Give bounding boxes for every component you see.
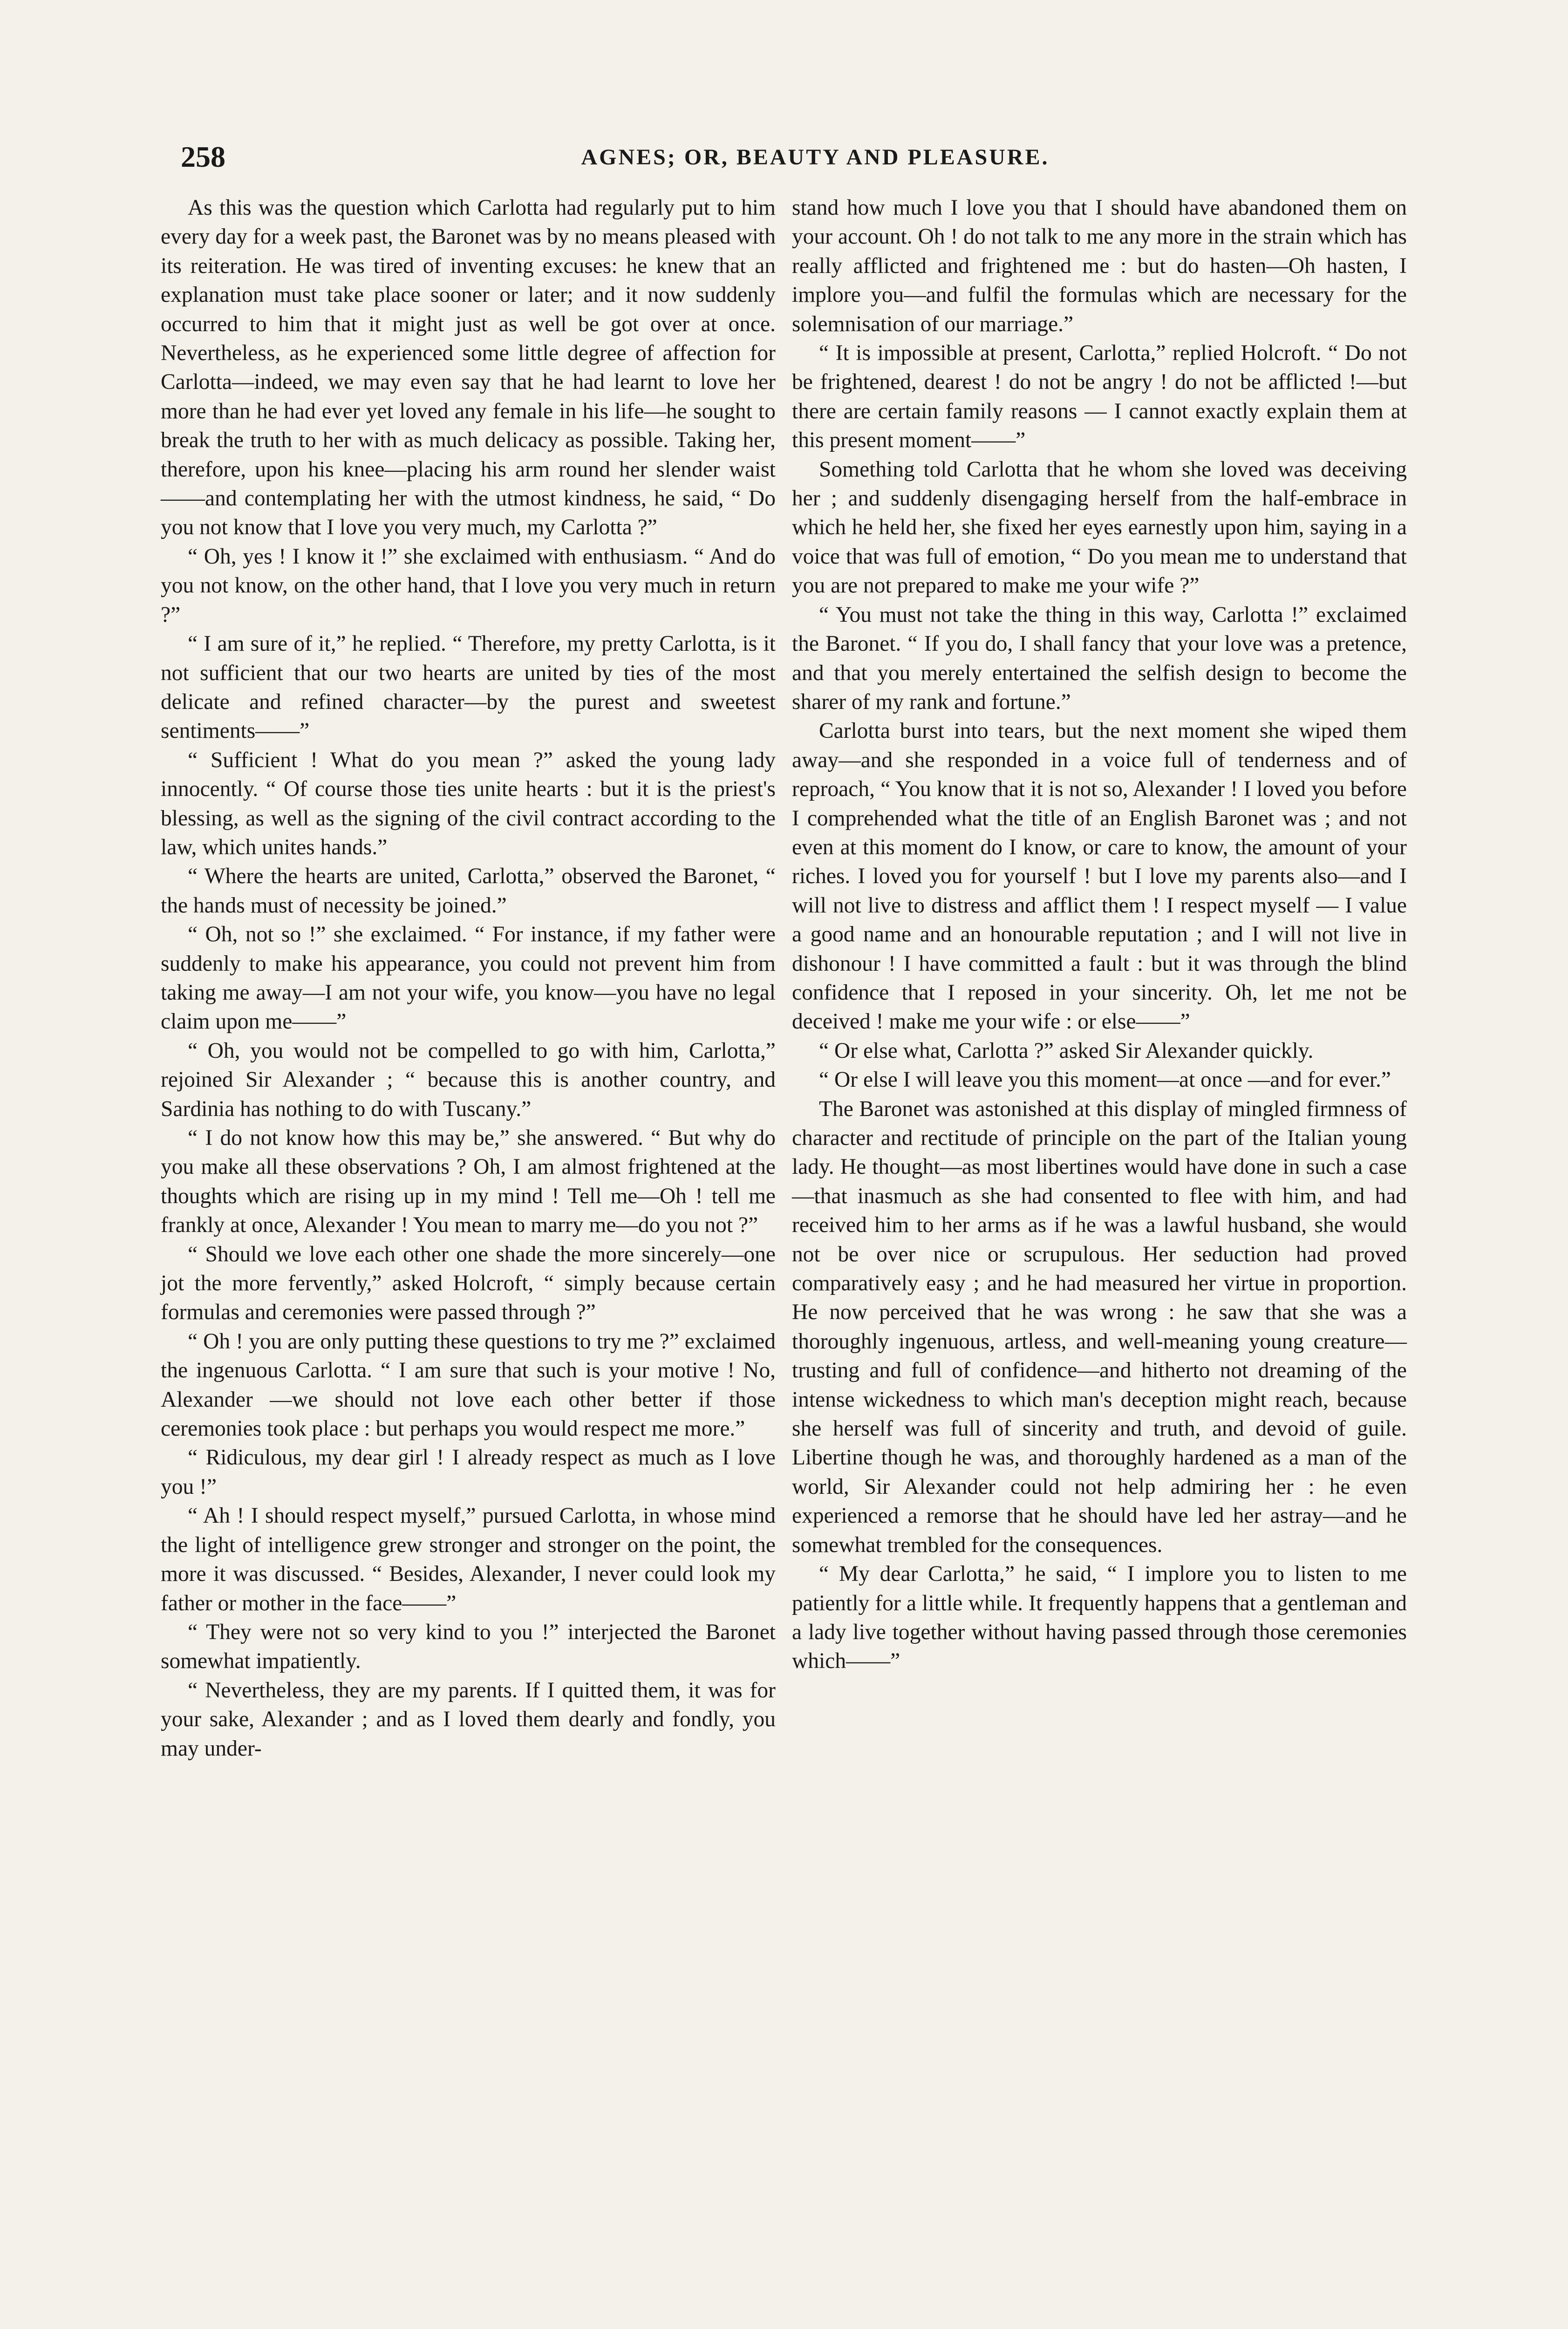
running-title: AGNES; OR, BEAUTY AND PLEASURE. — [581, 145, 1050, 170]
paragraph: “ I am sure of it,” he replied. “ Therefore, my pretty Carlotta, is it not sufficient that our two hearts are united by ties of the most delicate and refined character—by the purest and sweetest sentiments——” — [161, 632, 776, 743]
paragraph: “ You must not take the thing in this way, Carlotta !” exclaimed the Baronet. “ If you do, I shall fancy that your love was a pretence, and that you merely entertained the selfish design to become the sharer of my rank and fortune.” — [792, 602, 1407, 714]
left-column — [161, 193, 776, 1763]
paragraph: “ Where the hearts are united, Carlotta,” observed the Baronet, “ the hands must of necessity be joined.” — [161, 864, 776, 918]
paragraph: Something told Carlotta that he whom she loved was deceiving her ; and suddenly disengaging herself from the half-embrace in which he held her, she fixed her eyes earnestly upon him, saying in a voice that was full of emotion, “ Do you mean me to understand that you are not prepared to make me your wife ?” — [792, 457, 1407, 598]
paragraph: “ Or else what, Carlotta ?” asked Sir Alexander quickly. — [819, 1038, 1314, 1063]
paragraph: “ Nevertheless, they are my parents. If I quitted them, it was for your sake, Alexander ; and as I loved them dearly and fondly, you may under- — [161, 1678, 776, 1761]
paragraph: “ Oh ! you are only putting these questions to try me ?” exclaimed the ingenuous Carlotta. “ I am sure that such is your motive ! No, Alexander —we should not love each other better if those ceremonies took place : but perhaps you would respect me more.” — [161, 1329, 776, 1441]
paragraph: “ Or else I will leave you this moment—at once —and for ever.” — [819, 1068, 1391, 1092]
paragraph: “ I do not know how this may be,” she answered. “ But why do you make all these observations ? Oh, I am almost frightened at the thoughts which are rising up in my mind ! Tell me—Oh ! tell me frankly at once, Alexander ! You mean to marry me—do you not ?” — [161, 1126, 776, 1238]
paragraph: “ Oh, you would not be compelled to go with him, Carlotta,” rejoined Sir Alexander ; “ because this is another country, and Sardinia has nothing to do with Tuscany.” — [161, 1038, 776, 1121]
paragraph: Carlotta burst into tears, but the next moment she wiped them away—and she responded in a voice full of tenderness and of reproach, “ You know that it is not so, Alexander ! I loved you before I comprehended what the title of an English Baronet was ; and not even at this moment do I know, or care to know, the amount of your riches. I loved you for yourself ! but I love my parents also—and I will not live to distress and afflict them ! I respect myself — I value a good name and an honourable reputation ; and I will not live in dishonour ! I have committed a fault : but it was through the blind confidence that I reposed in your sincerity. Oh, let me not be deceived ! make me your wife : or else——” — [792, 719, 1407, 1034]
paragraph: “ They were not so very kind to you !” interjected the Baronet somewhat impatiently. — [161, 1620, 776, 1674]
paragraph: “ My dear Carlotta,” he said, “ I implore you to listen to me patiently for a little while. It frequently happens that a gentleman and a lady live together without having passed through those ceremonies which——” — [792, 1562, 1407, 1674]
paragraph: “ Oh, yes ! I know it !” she exclaimed with enthusiasm. “ And do you not know, on the other hand, that I love you very much in return ?” — [161, 544, 776, 627]
paragraph: “ Sufficient ! What do you mean ?” asked the young lady innocently. “ Of course those ties unite hearts : but it is the priest's blessing, as well as the signing of the civil contract according to the law, which unites hands.” — [161, 748, 776, 859]
paragraph: The Baronet was astonished at this display of mingled firmness of character and rectitude of principle on the part of the Italian young lady. He thought—as most libertines would have done in such a case—that inasmuch as she had consented to flee with him, and had received him to her arms as if he was a lawful husband, she would not be over nice or scrupulous. Her seduction had proved comparatively easy ; and he had measured her virtue in proportion. He now perceived that he was wrong : he saw that she was a thoroughly ingenuous, artless, and well-meaning young creature—trusting and full of confidence—and hitherto not dreaming of the intense wickedness to which man's deception might reach, because she herself was full of sincerity and truth, and devoid of guile. Libertine though he was, and thoroughly hardened as a man of the world, Sir Alexander could not help admiring her : he even experienced a remorse that he should have led her astray—and he somewhat trembled for the consequences. — [792, 1096, 1407, 1557]
paragraph: “ It is impossible at present, Carlotta,” replied Holcroft. “ Do not be frightened, dearest ! do not be angry ! do not be afflicted !—but there are certain family reasons — I cannot exactly explain them at this present moment——” — [792, 341, 1407, 453]
paragraph: stand how much I love you that I should have abandoned them on your account. Oh ! do not talk to me any more in the strain which has really afflicted and frightened me : but do hasten—Oh hasten, I implore you—and fulfil the formulas which are necessary for the solemnisation of our marriage.” — [792, 196, 1407, 336]
paragraph: “ Ah ! I should respect myself,” pursued Carlotta, in whose mind the light of intelligence grew stronger and stronger on the point, the more it was discussed. “ Besides, Alexander, I never could look my father or mother in the face——” — [161, 1504, 776, 1615]
paragraph: “ Ridiculous, my dear girl ! I already respect as much as I love you !” — [161, 1445, 776, 1499]
page-number: 258 — [181, 140, 225, 173]
paragraph: “ Oh, not so !” she exclaimed. “ For instance, if my father were suddenly to make his appearance, you could not prevent him from taking me away—I am not your wife, you know—you have no legal claim upon me——” — [161, 922, 776, 1034]
paragraph: As this was the question which Carlotta had regularly put to him every day for a week past, the Baronet was by no means pleased with its reiteration. He was tired of inventing excuses: he knew that an explanation must take place sooner or later; and it now suddenly occurred to him that it might just as well be got over at once. Nevertheless, as he experienced some little degree of affection for Carlotta—indeed, we may even say that he had learnt to love her more than he had ever yet loved any female in his life—he sought to break the truth to her with as much delicacy as possible. Taking her, therefore, upon his knee—placing his arm round her slender waist——and contemplating her with the utmost kindness, he said, “ Do you not know that I love you very much, my Carlotta ?” — [161, 196, 776, 540]
right-column — [792, 193, 1407, 1676]
paragraph: “ Should we love each other one shade the more sincerely—one jot the more fervently,” asked Holcroft, “ simply because certain formulas and ceremonies were passed through ?” — [161, 1242, 776, 1325]
